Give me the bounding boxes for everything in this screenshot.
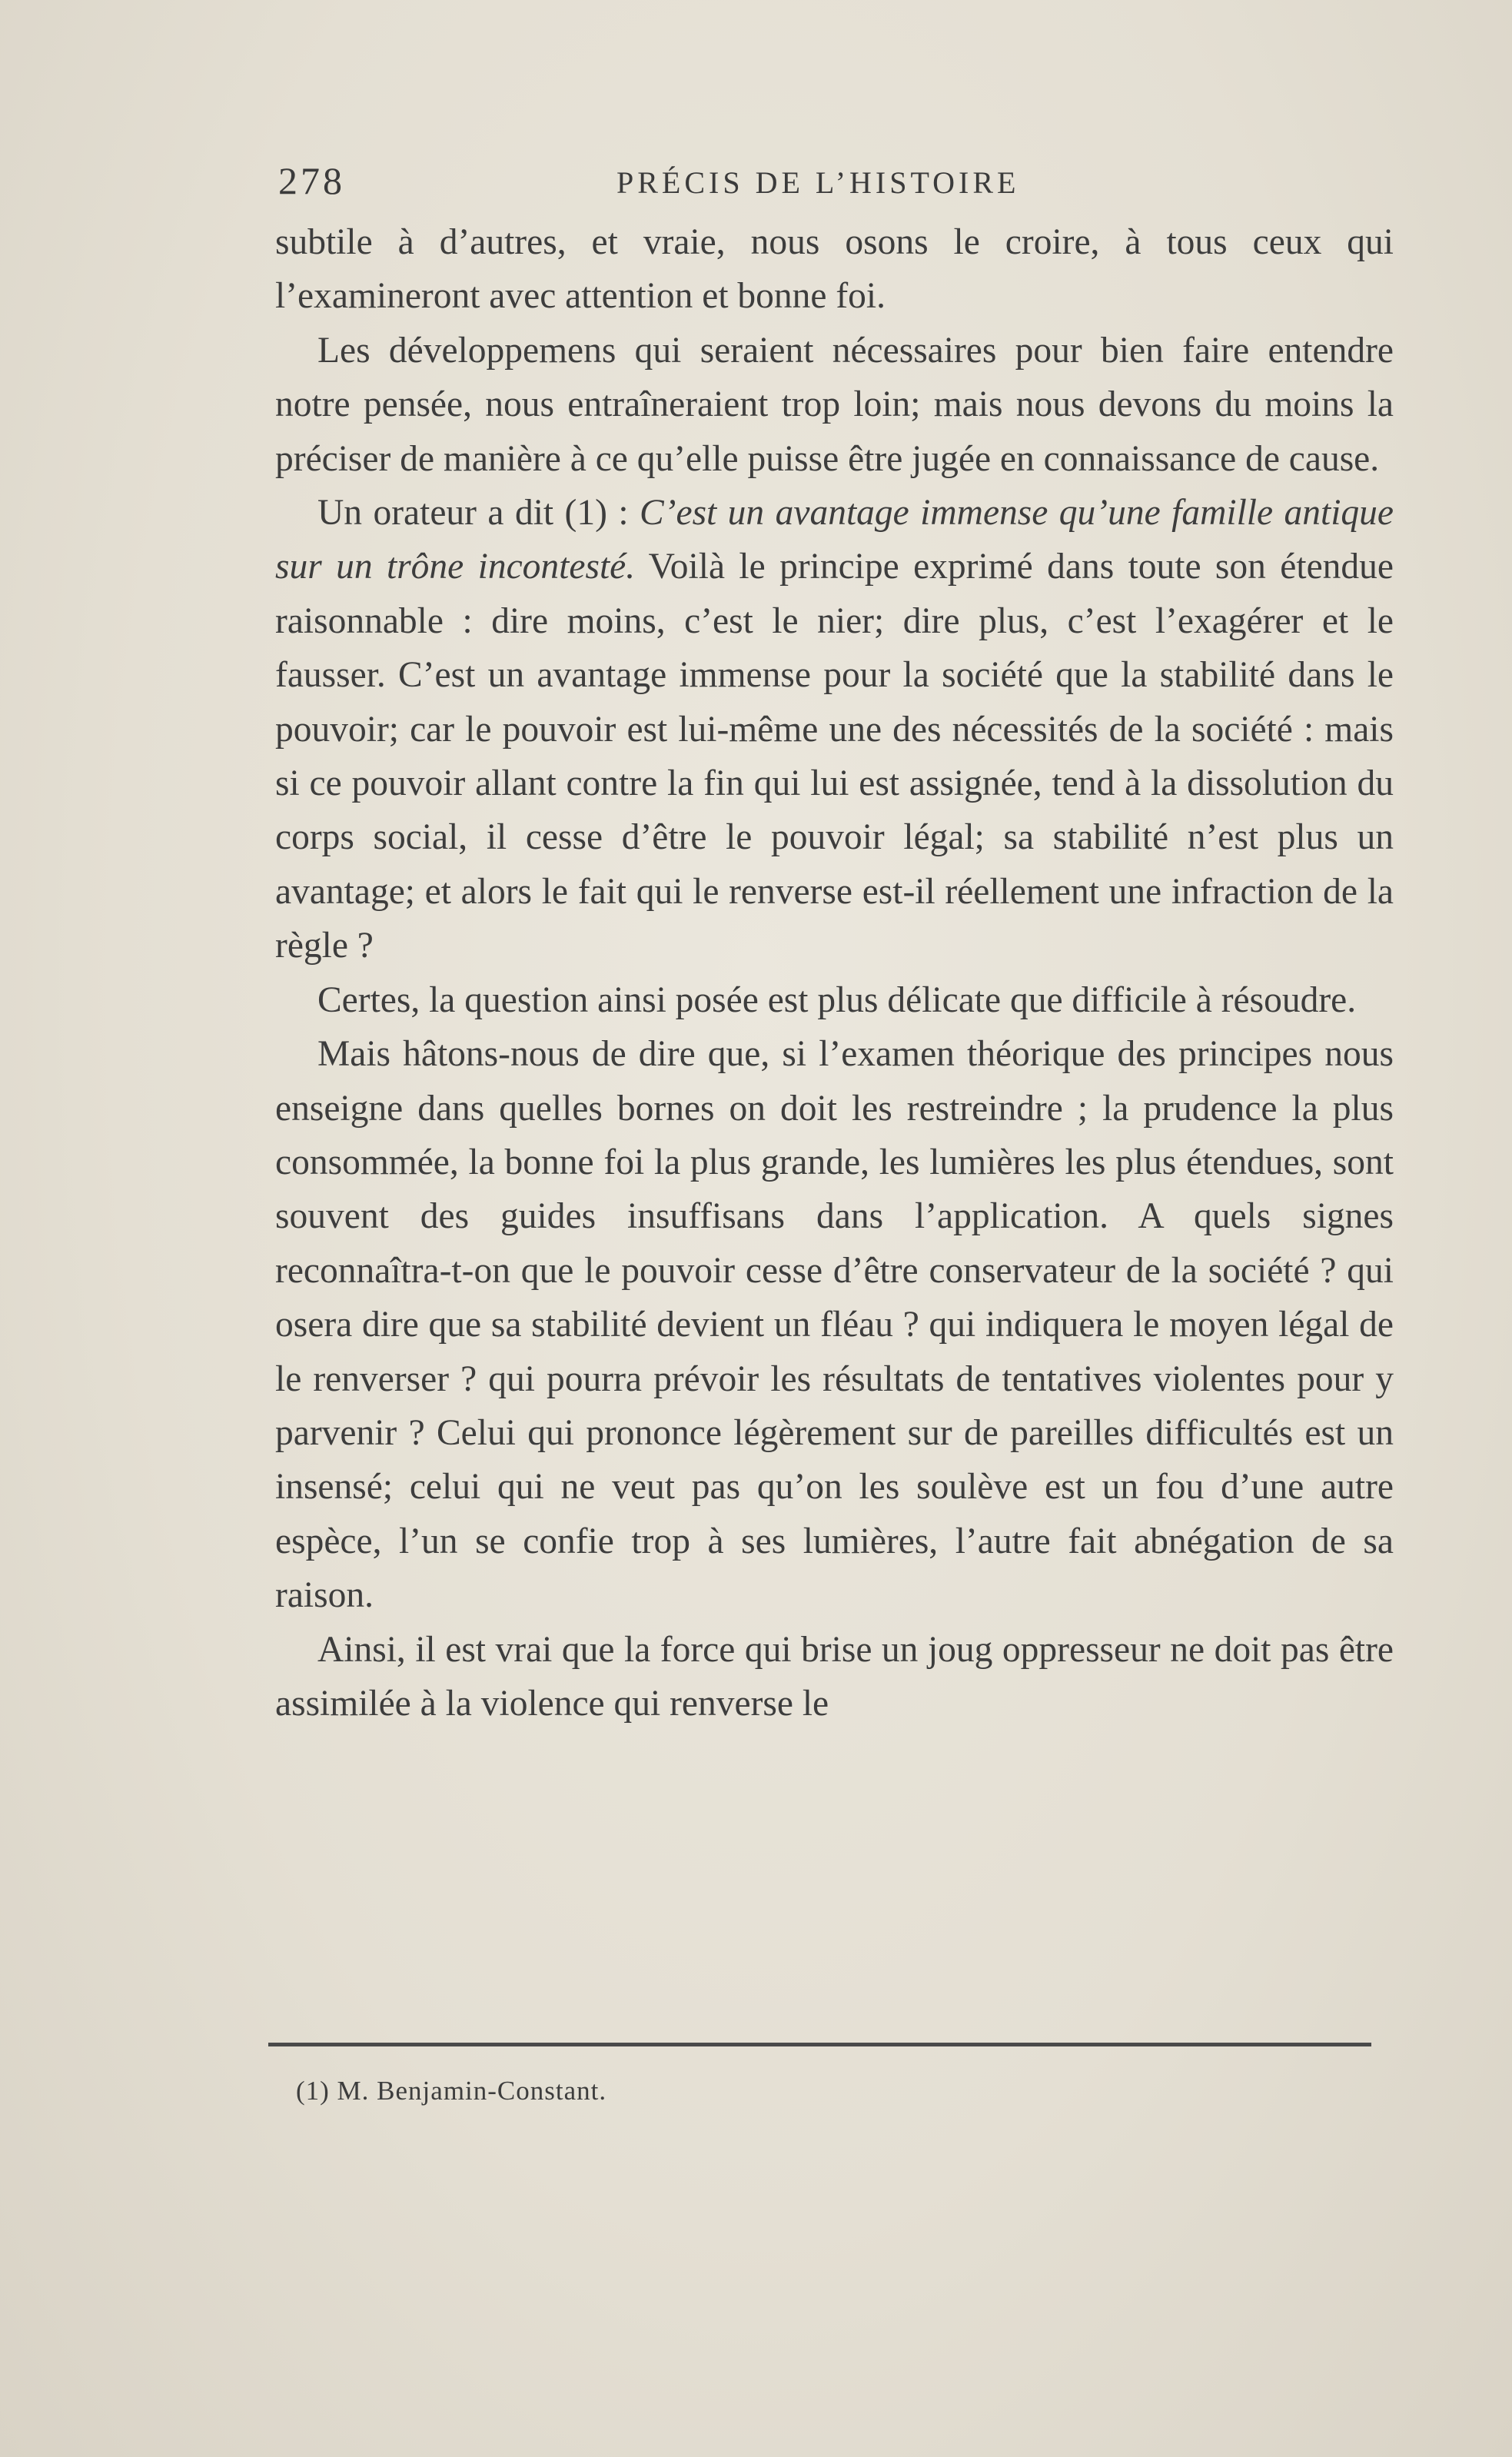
paragraph-quote [275,486,1394,973]
paragraph: Ainsi, il est vrai que la force qui brise un joug oppresseur ne doit pas être assimilée à la violence qui renverse le [275,1629,1394,1724]
page-number: 278 [278,159,345,202]
running-head: PRÉCIS DE L’HISTOIRE [616,165,1020,200]
quotation: C’est un avantage immense qu’une famille antique sur un trône incontesté. [275,493,1394,587]
footnote: (1) M. Benjamin-Constant. [296,2076,607,2106]
page-header [278,158,1393,212]
paragraph: Mais hâtons-nous de dire que, si l’examen théorique des principes nous enseigne dans quelles bornes on doit les restreindre ; la prudence la plus consommée, la bonne foi la plus grande, les lumières les plus étendues, sont souvent des guides insuffisans dans l’application. A quels signes reconnaîtra-t-on que le pouvoir cesse d’être conservateur de la société ? qui osera dire que sa stabilité devient un fléau ? qui indiquera le moyen légal de le renverser ? qui pourra prévoir les résultats de tentatives violentes pour y parvenir ? Celui qui prononce légèrement sur de pareilles difficultés est un insensé; celui qui ne veut pas qu’on les soulève est un fou d’une autre espèce, l’un se confie trop à ses lumières, l’autre fait abnégation de sa raison. [275,1034,1394,1616]
paragraph-text: Un orateur a dit (1) : [317,493,640,534]
paragraph: Les développemens qui seraient nécessaires pour bien faire entendre notre pensée, nous entraîneraient trop loin; mais nous devons du moins la préciser de manière à ce qu’elle puisse être jugée en connaissance de cause. [275,330,1394,479]
paragraph: Certes, la question ainsi posée est plus délicate que difficile à résoudre. [317,979,1357,1020]
paragraph-continued: subtile à d’autres, et vraie, nous osons le croire, à tous ceux qui l’examineront avec attention et bonne foi. [275,222,1394,317]
body-text [275,215,1394,1731]
paragraph-text: Voilà le principe exprimé dans toute son étendue raisonnable : dire moins, c’est le nier; dire plus, c’est l’exagérer et le fausser. C’est un avantage immense pour la société que la stabilité dans le pouvoir; car le pouvoir est lui-même une des nécessités de la société : mais si ce pouvoir allant contre la fin qui lui est assignée, tend à la dissolution du corps social, il cesse d’être le pouvoir légal; sa stabilité n’est plus un avantage; et alors le fait qui le renverse est-il réellement une infraction de la règle ? [275,547,1394,966]
footnote-rule [268,2043,1371,2046]
